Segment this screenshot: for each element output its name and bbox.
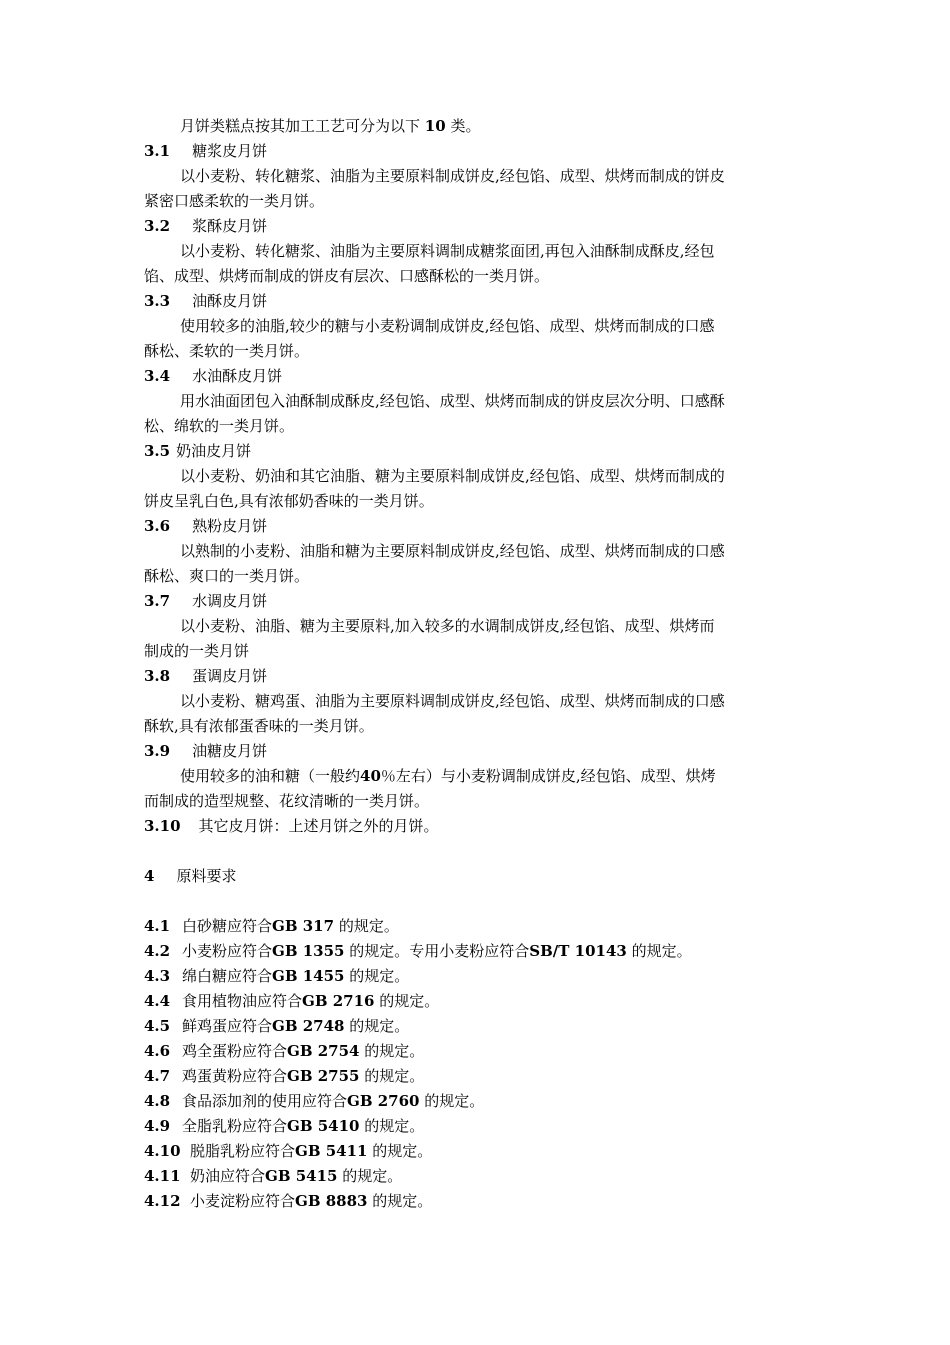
category-heading [144,364,804,389]
category-heading [144,214,804,239]
requirement-text: 的规定。 [379,992,440,1010]
requirement-number: 4.8 [144,1092,171,1110]
category-heading [144,814,804,839]
category-desc-line: 而制成的造型规整、花纹清晰的一类月饼。 [144,792,430,810]
requirement-text: 的规定。专用小麦粉应符合 [349,942,530,960]
requirement-item [144,939,804,964]
requirement-number: 4.11 [144,1167,181,1185]
requirement-text: 的规定。 [349,967,410,985]
requirement-number: 4.2 [144,942,171,960]
standard-code: GB 2760 [347,1092,420,1110]
requirement-text: 的规定。 [364,1067,425,1085]
requirement-item [144,1014,804,1039]
intro-text-after: 类。 [450,117,481,135]
category-title: 蛋调皮月饼 [192,667,268,685]
requirement-text: 小麦粉应符合 [182,942,273,960]
requirement-item [144,964,804,989]
standard-code: GB 5411 [295,1142,368,1160]
requirement-text: 全脂乳粉应符合 [182,1117,288,1135]
category-number: 3.3 [144,292,171,310]
requirement-text: 鸡全蛋粉应符合 [182,1042,288,1060]
requirement-number: 4.5 [144,1017,171,1035]
desc-text: ％左右）与小麦粉调制成饼皮,经包馅、成型、烘烤 [380,767,716,785]
category-desc-line: 以小麦粉、转化糖浆、油脂为主要原料制成饼皮,经包馅、成型、烘烤而制成的饼皮 [180,167,725,185]
category-number: 3.7 [144,592,171,610]
requirement-text: 的规定。 [342,1167,403,1185]
category-number: 3.9 [144,742,171,760]
category-desc-line: 松、绵软的一类月饼。 [144,417,295,435]
requirement-item [144,989,804,1014]
requirement-item [144,1114,804,1139]
requirement-number: 4.1 [144,917,171,935]
category-heading [144,439,804,464]
section-title: 原料要求 [176,867,237,885]
category-desc-line: 酥松、爽口的一类月饼。 [144,567,310,585]
category-heading [144,139,804,164]
category-title: 水油酥皮月饼 [192,367,283,385]
category-title: 水调皮月饼 [192,592,268,610]
section-heading [144,864,804,889]
category-desc-line: 饼皮呈乳白色,具有浓郁奶香味的一类月饼。 [144,492,434,510]
standard-code: GB 1355 [272,942,345,960]
category-desc-line: 酥软,具有浓郁蛋香味的一类月饼。 [144,717,374,735]
requirement-item [144,914,804,939]
category-heading [144,289,804,314]
requirement-text: 奶油应符合 [190,1167,266,1185]
category-desc-line: 用水油面团包入油酥制成酥皮,经包馅、成型、烘烤而制成的饼皮层次分明、口感酥 [180,392,725,410]
requirement-item [144,1139,804,1164]
document-page [144,114,804,1214]
standard-code: GB 5415 [265,1167,338,1185]
category-number: 3.6 [144,517,171,535]
category-number: 3.1 [144,142,171,160]
category-desc-line: 以小麦粉、转化糖浆、油脂为主要原料调制成糖浆面团,再包入油酥制成酥皮,经包 [180,242,715,260]
requirement-text: 的规定。 [372,1192,433,1210]
desc-text: 使用较多的油和糖（一般约 [180,767,361,785]
category-title: 油糖皮月饼 [192,742,268,760]
standard-code: GB 2716 [302,992,375,1010]
standard-code: GB 1455 [272,967,345,985]
requirement-text: 食品添加剂的使用应符合 [182,1092,348,1110]
requirement-text: 的规定。 [364,1117,425,1135]
requirement-number: 4.10 [144,1142,181,1160]
category-heading [144,739,804,764]
category-title: 熟粉皮月饼 [192,517,268,535]
category-number: 3.8 [144,667,171,685]
category-heading [144,589,804,614]
requirement-number: 4.4 [144,992,171,1010]
requirement-item [144,1189,804,1214]
standard-code: GB 8883 [295,1192,368,1210]
requirement-text: 小麦淀粉应符合 [190,1192,296,1210]
standard-code: GB 317 [272,917,335,935]
category-desc-line: 酥松、柔软的一类月饼。 [144,342,310,360]
requirement-text: 鸡蛋黄粉应符合 [182,1067,288,1085]
requirement-text: 脱脂乳粉应符合 [190,1142,296,1160]
category-number: 3.10 [144,817,181,835]
category-desc-line: 以小麦粉、油脂、糖为主要原料,加入较多的水调制成饼皮,经包馅、成型、烘烤而 [180,617,715,635]
standard-code: GB 2754 [287,1042,360,1060]
category-title: 浆酥皮月饼 [192,217,268,235]
requirement-number: 4.9 [144,1117,171,1135]
requirement-item [144,1064,804,1089]
requirement-text: 绵白糖应符合 [182,967,273,985]
category-desc-line: 以小麦粉、糖鸡蛋、油脂为主要原料调制成饼皮,经包馅、成型、烘烤而制成的口感 [180,692,725,710]
category-number: 3.2 [144,217,171,235]
category-desc-line: 以熟制的小麦粉、油脂和糖为主要原料制成饼皮,经包馅、成型、烘烤而制成的口感 [180,542,725,560]
category-title: 奶油皮月饼 [176,442,252,460]
requirement-text: 的规定。 [364,1042,425,1060]
standard-code: GB 2755 [287,1067,360,1085]
category-heading [144,514,804,539]
category-number: 3.5 [144,442,171,460]
category-desc-line: 紧密口感柔软的一类月饼。 [144,192,325,210]
category-desc-line: 以小麦粉、奶油和其它油脂、糖为主要原料制成饼皮,经包馅、成型、烘烤而制成的 [180,467,725,485]
intro-count: 10 [424,117,446,135]
category-desc-line: 馅、成型、烘烤而制成的饼皮有层次、口感酥松的一类月饼。 [144,267,550,285]
category-desc-line: 使用较多的油脂,较少的糖与小麦粉调制成饼皮,经包馅、成型、烘烤而制成的口感 [180,317,715,335]
requirement-item [144,1089,804,1114]
requirement-item [144,1164,804,1189]
desc-percent: 40 [360,767,381,785]
category-desc-line [144,764,804,789]
requirement-number: 4.3 [144,967,171,985]
requirement-text: 的规定。 [372,1142,433,1160]
category-heading [144,664,804,689]
requirement-text: 的规定。 [349,1017,410,1035]
standard-code: GB 5410 [287,1117,360,1135]
category-desc-line: 制成的一类月饼 [144,642,250,660]
category-number: 3.4 [144,367,171,385]
spacer [144,889,804,914]
standard-code: SB/T 10143 [529,942,627,960]
requirement-number: 4.12 [144,1192,181,1210]
category-title: 油酥皮月饼 [192,292,268,310]
requirement-item [144,1039,804,1064]
requirement-text: 的规定。 [424,1092,485,1110]
requirement-text: 鲜鸡蛋应符合 [182,1017,273,1035]
section-number: 4 [144,867,155,885]
requirement-text: 食用植物油应符合 [182,992,303,1010]
requirement-text: 白砂糖应符合 [182,917,273,935]
intro-text-before: 月饼类糕点按其加工工艺可分为以下 [180,117,421,135]
category-title: 糖浆皮月饼 [192,142,268,160]
intro-paragraph [144,114,804,139]
standard-code: GB 2748 [272,1017,345,1035]
spacer [144,839,804,864]
requirement-text: 的规定。 [338,917,399,935]
requirement-number: 4.6 [144,1042,171,1060]
requirement-number: 4.7 [144,1067,171,1085]
requirement-text: 的规定。 [631,942,692,960]
category-text: 其它皮月饼：上述月饼之外的月饼。 [198,817,439,835]
